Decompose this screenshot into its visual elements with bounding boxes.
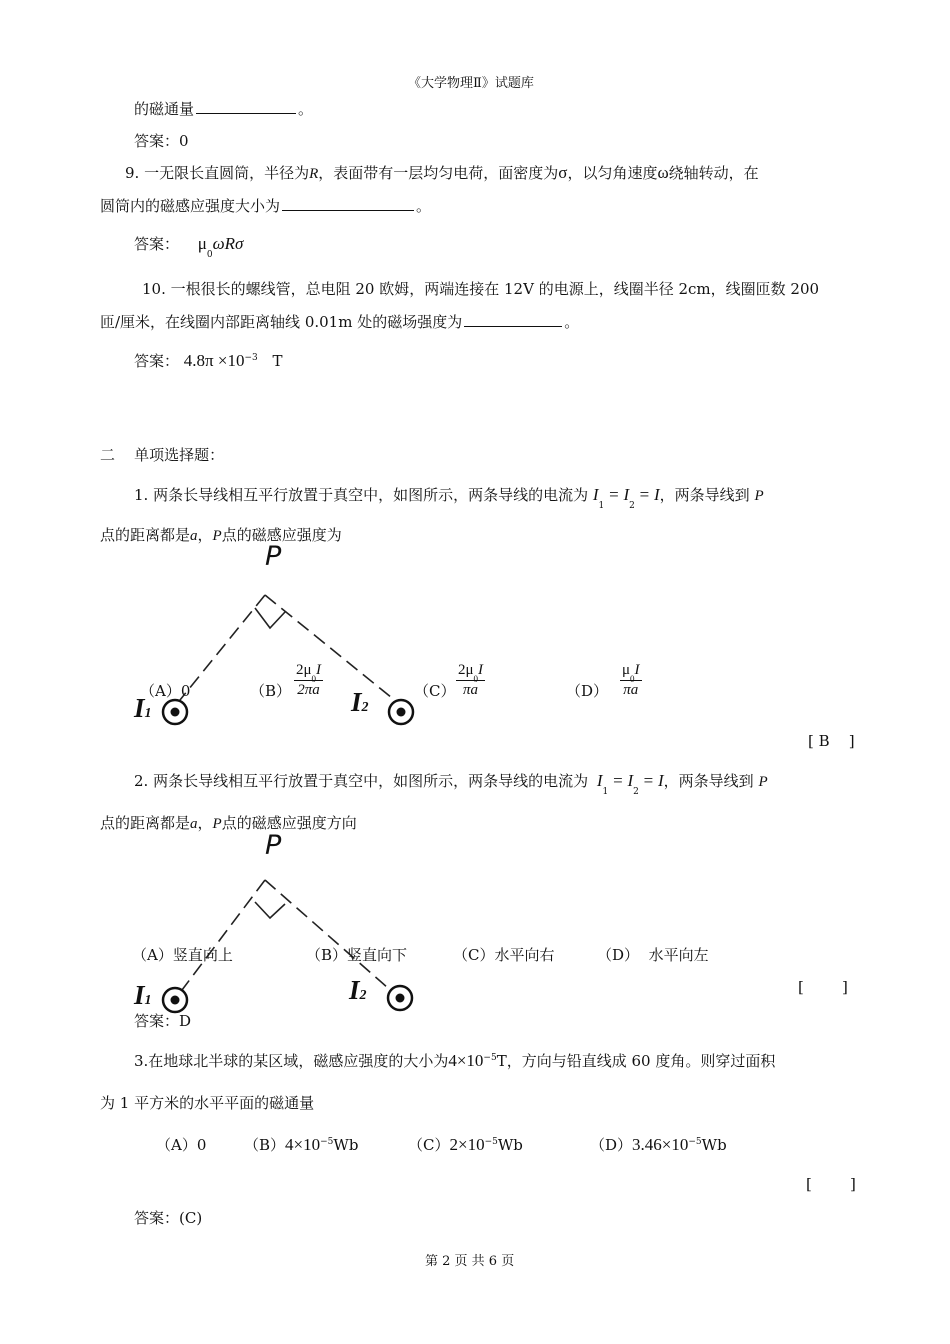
mc2-option-c: （C）水平向右 xyxy=(453,946,555,964)
mc1-option-c: （C） xyxy=(414,682,456,700)
mc2-option-d: （D） 水平向左 xyxy=(597,946,709,964)
mc2-line1: 2. 两条长导线相互平行放置于真空中，如图所示，两条导线的电流为 $I_1 = I_2 = I$，两条导线到 P xyxy=(134,771,768,797)
answer-blank xyxy=(464,325,562,327)
figure-label-i1: I1 xyxy=(134,980,152,1010)
mc1-line2: 点的距离都是a，P点的磁感应强度为 xyxy=(100,526,342,544)
figure-label-p: P xyxy=(265,541,282,572)
figure-2 xyxy=(120,860,440,1020)
mc2-option-a: （A）竖直向上 xyxy=(132,946,233,964)
mc2-answer: 答案：D xyxy=(134,1012,192,1030)
mc3-option-b: $(B)4\times 10^{-5}Wb$ xyxy=(244,1135,359,1154)
mc2-line2: 点的距离都是a，P点的磁感应强度方向 xyxy=(100,814,357,832)
mc3-option-a: （A）0 xyxy=(156,1136,207,1154)
answer-blank xyxy=(282,209,414,211)
q10-line1: 10. 一根很长的螺线管，总电阻 20 欧姆，两端连接在 12V 的电源上，线圈半径 2cm，线圈匝数 200 xyxy=(142,280,820,298)
q10-answer: 答案： $4.8\pi \times 10^{-3}$ T xyxy=(134,351,283,370)
page-header: 《大学物理Ⅱ》试题库 xyxy=(408,76,534,91)
mc1-option-a: （A）0 xyxy=(140,682,191,700)
section-title: 二 单项选择题： xyxy=(100,446,225,464)
mc3-line1: 3.在地球北半球的某区域，磁感应强度的大小为$4\times 10^{-5}T$，方向与铅直线成 60 度角。则穿过面积 xyxy=(134,1051,776,1070)
mc3-option-c: $(C)2\times 10^{-5}Wb$ xyxy=(408,1135,523,1154)
mc3-answer: 答案：(C) xyxy=(134,1209,203,1227)
mc2-option-b: （B）竖直向下 xyxy=(306,946,408,964)
q8-answer: 答案：0 xyxy=(134,132,189,150)
q9-answer: 答案： $\mu_0\omega R\sigma$ xyxy=(134,234,244,260)
figure-label-p: P xyxy=(265,830,282,861)
mc1-option-d-frac: $\frac{\mu_0I}{\pi a}$ xyxy=(622,662,640,698)
figure-label-i2: I2 xyxy=(349,975,367,1005)
mc1-answer-bracket: [ B ] xyxy=(808,732,855,750)
mc1-option-b-frac: $\frac{2\mu_0I}{2\pi a}$ xyxy=(296,662,322,698)
figure-label-i2: I2 xyxy=(351,687,369,717)
q8-tail: 的磁通量 。 xyxy=(134,100,314,118)
q9-line1: 9. 一无限长直圆筒，半径为R，表面带有一层均匀电荷，面密度为σ，以匀角速度ω绕轴转动，在 xyxy=(125,163,759,182)
answer-blank xyxy=(196,112,296,114)
mc1-option-b: （B） xyxy=(250,682,292,700)
mc3-answer-bracket: [ ] xyxy=(806,1175,856,1193)
mc3-line2: 为 1 平方米的水平平面的磁通量 xyxy=(100,1094,315,1112)
mc1-line1: 1. 两条长导线相互平行放置于真空中，如图所示，两条导线的电流为 $I_1 = I_2 = I$，两条导线到 P xyxy=(134,485,764,511)
mc2-answer-bracket: [ ] xyxy=(798,978,848,996)
mc1-option-d: （D） xyxy=(566,682,609,700)
mc3-option-d: $(D)3.46\times 10^{-5}Wb$ xyxy=(590,1135,727,1154)
page-footer: 第 2 页 共 6 页 xyxy=(425,1254,515,1269)
q10-line2: 匝/厘米，在线圈内部距离轴线 0.01m 处的磁场强度为 。 xyxy=(100,313,580,331)
mc1-option-c-frac: $\frac{2\mu_0I}{\pi a}$ xyxy=(458,662,484,698)
figure-label-i1: I1 xyxy=(134,693,152,723)
q9-line2: 圆筒内的磁感应强度大小为 。 xyxy=(100,197,432,215)
